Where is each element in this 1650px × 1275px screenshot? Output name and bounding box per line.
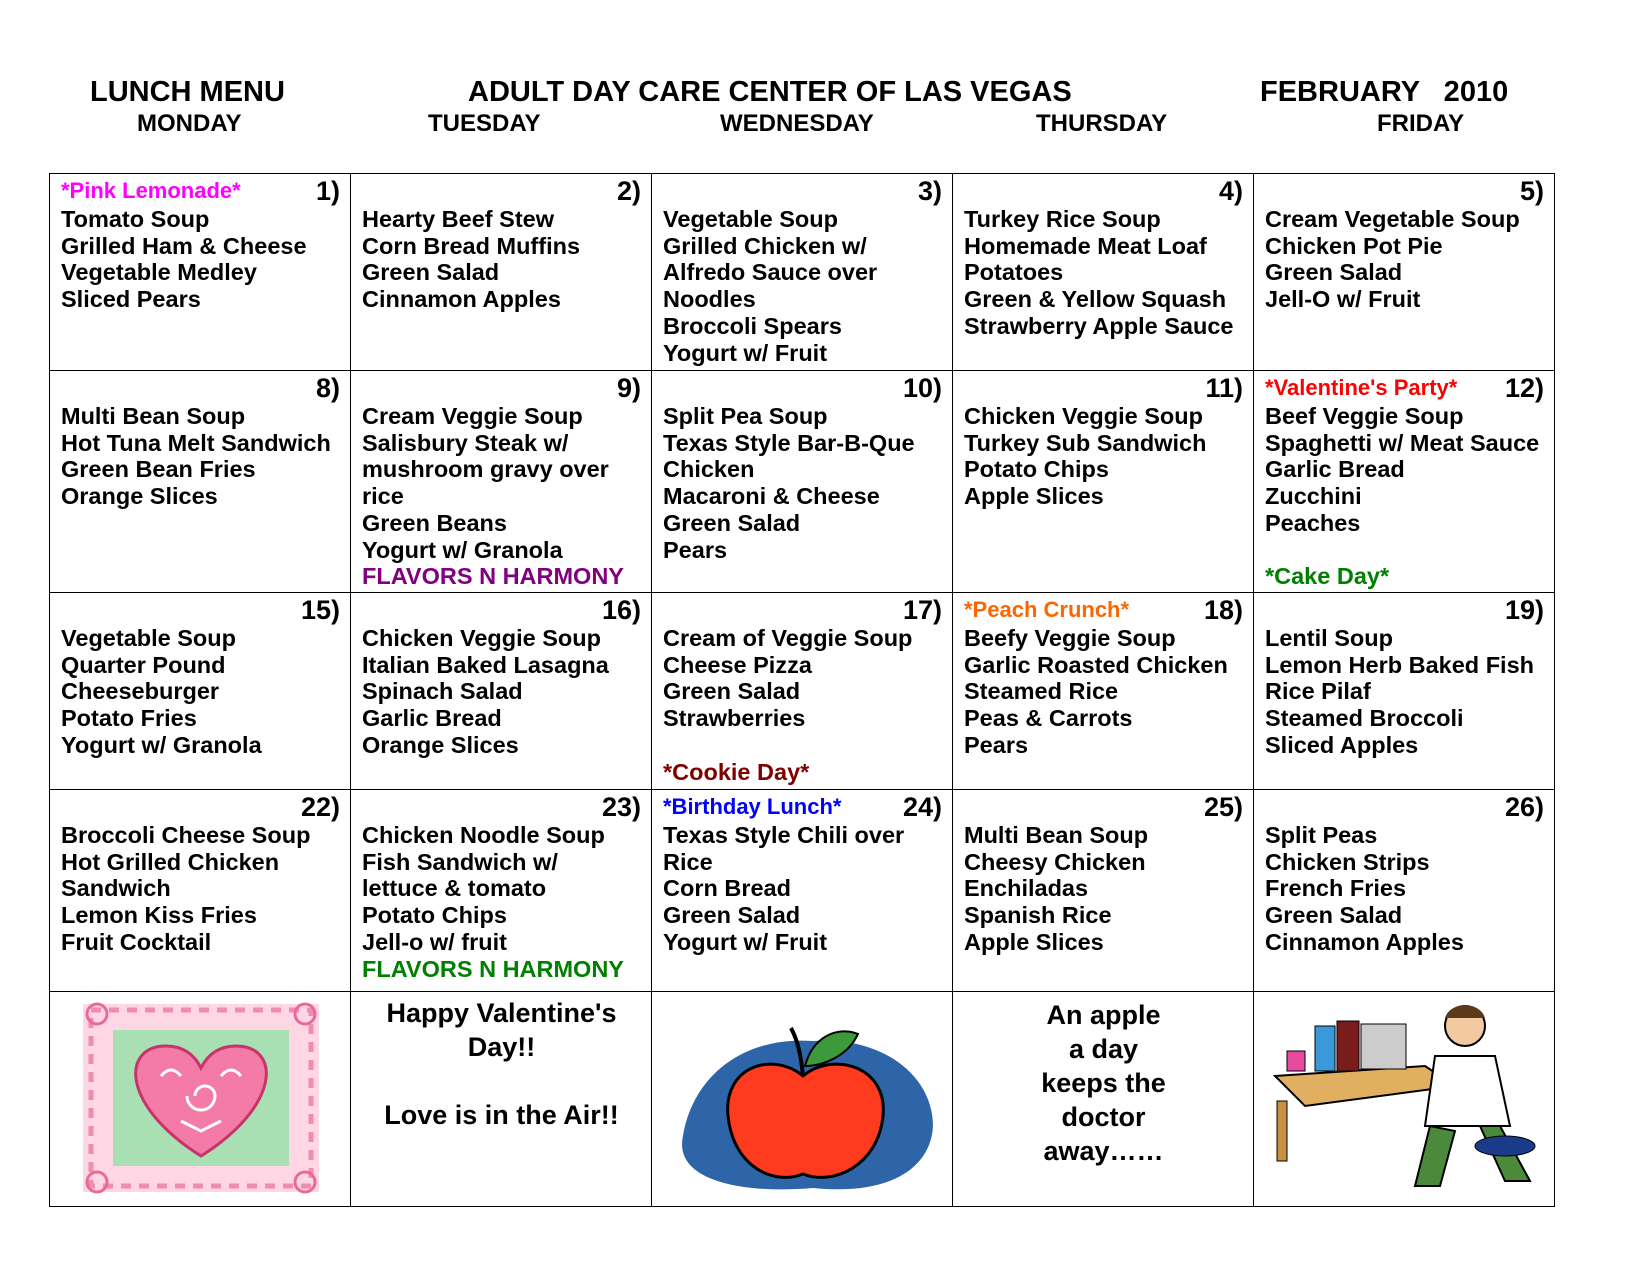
month-year: FEBRUARY 2010 <box>1260 76 1509 108</box>
cell-footer: *Cake Day* <box>1265 563 1390 590</box>
day-wednesday: WEDNESDAY <box>720 110 874 137</box>
valentine-message <box>351 992 652 1207</box>
date-number: 17) <box>902 595 942 625</box>
cell-footer: FLAVORS N HARMONY <box>362 563 624 590</box>
menu-item: Chicken Strips <box>1265 848 1430 875</box>
menu-item: Broccoli Cheese Soup <box>61 822 311 848</box>
menu-item: Green Bean Fries <box>61 456 256 483</box>
menu-item: Green & Yellow Squash <box>964 286 1227 313</box>
date-number: 3) <box>917 176 942 206</box>
menu-item: Chicken Pot Pie <box>1265 232 1443 259</box>
center-title: ADULT DAY CARE CENTER OF LAS VEGAS <box>468 76 1072 108</box>
day-cell <box>1254 174 1555 371</box>
day-cell <box>1254 593 1555 790</box>
menu-item: Grilled Ham & Cheese <box>61 232 307 259</box>
date-number: 1) <box>315 176 340 206</box>
apple-saying <box>953 992 1254 1207</box>
menu-item: Spaghetti w/ Meat Sauce <box>1265 429 1540 456</box>
special-note: *Pink Lemonade* <box>61 178 241 203</box>
menu-item: Vegetable Soup <box>663 206 838 232</box>
menu-item: Green Salad <box>663 678 801 705</box>
day-cell <box>50 371 351 593</box>
menu-item: Cream of Veggie Soup <box>663 625 913 651</box>
menu-item: Steamed Broccoli <box>1265 705 1464 732</box>
menu-item: Chicken Veggie Soup <box>964 403 1203 429</box>
menu-item: Yogurt w/ Granola <box>362 536 563 563</box>
apple-image <box>652 992 953 1207</box>
menu-item: Broccoli Spears <box>663 312 842 339</box>
menu-item: Jell-o w/ fruit <box>362 928 507 955</box>
date-number: 8) <box>315 373 340 403</box>
menu-item: Yogurt w/ Fruit <box>663 339 828 366</box>
menu-item: Cinnamon Apples <box>362 286 561 313</box>
menu-item: Rice <box>663 848 713 875</box>
menu-item: Macaroni & Cheese <box>663 483 880 510</box>
menu-item: Texas Style Chili over <box>663 822 905 848</box>
menu-item: Split Peas <box>1265 822 1378 848</box>
menu-item: Potato Chips <box>964 456 1109 483</box>
menu-item: Beef Veggie Soup <box>1265 403 1464 429</box>
menu-item: Hot Grilled Chicken <box>61 848 280 875</box>
menu-item: Peas & Carrots <box>964 705 1133 732</box>
menu-item: Homemade Meat Loaf <box>964 232 1207 259</box>
menu-item: rice <box>362 483 404 510</box>
menu-item: Yogurt w/ Fruit <box>663 928 828 955</box>
apple-line-4: doctor <box>1061 1102 1146 1132</box>
menu-item: Split Pea Soup <box>663 403 828 429</box>
menu-item: Quarter Pound <box>61 651 226 678</box>
menu-item: Tomato Soup <box>61 206 210 232</box>
menu-item <box>663 732 942 759</box>
menu-item: Italian Baked Lasagna <box>362 651 609 678</box>
menu-item: Green Salad <box>663 509 801 536</box>
menu-item: Strawberries <box>663 705 806 732</box>
date-number: 22) <box>300 792 340 822</box>
valentine-line-3: Love is in the Air!! <box>384 1100 619 1130</box>
menu-item: Cheeseburger <box>61 678 220 705</box>
date-number: 11) <box>1205 373 1243 403</box>
date-number: 26) <box>1504 792 1544 822</box>
day-cell <box>351 790 652 992</box>
date-number: 2) <box>616 176 641 206</box>
apple-line-3: keeps the <box>1041 1068 1166 1098</box>
apple-line-5: away…… <box>1043 1136 1164 1166</box>
menu-item: Hearty Beef Stew <box>362 206 554 232</box>
menu-item: Corn Bread <box>663 875 791 902</box>
special-note: *Birthday Lunch* <box>663 794 842 819</box>
menu-item: Green Salad <box>1265 902 1403 929</box>
menu-item: Cream Vegetable Soup <box>1265 206 1520 232</box>
week-row <box>50 790 1555 992</box>
date-number: 24) <box>902 792 942 822</box>
menu-item: Corn Bread Muffins <box>362 232 581 259</box>
menu-item: Multi Bean Soup <box>61 403 246 429</box>
menu-item: Sliced Pears <box>61 286 201 313</box>
apple-line-2: a day <box>1068 1034 1139 1064</box>
menu-item: Spanish Rice <box>964 902 1112 929</box>
menu-item: Fruit Cocktail <box>61 928 212 955</box>
cell-footer: FLAVORS N HARMONY <box>362 955 624 982</box>
menu-item: Lemon Kiss Fries <box>61 902 257 929</box>
heart-icon <box>61 996 341 1200</box>
day-cell <box>50 790 351 992</box>
date-number: 15) <box>300 595 340 625</box>
menu-item: French Fries <box>1265 875 1407 902</box>
day-monday: MONDAY <box>137 110 242 137</box>
week-row <box>50 593 1555 790</box>
menu-item: Sandwich <box>61 875 171 902</box>
day-cell <box>351 174 652 371</box>
day-cell <box>50 593 351 790</box>
special-note: *Valentine's Party* <box>1265 375 1458 400</box>
menu-item: Apple Slices <box>964 483 1104 510</box>
day-cell <box>351 593 652 790</box>
menu-item: Jell-O w/ Fruit <box>1265 286 1421 313</box>
menu-item: Apple Slices <box>964 928 1104 955</box>
valentine-line-1: Happy Valentine's <box>386 998 617 1028</box>
apple-icon <box>663 996 943 1200</box>
day-cell <box>652 174 953 371</box>
apple-line-1: An apple <box>1046 1000 1161 1030</box>
menu-item: Peaches <box>1265 509 1361 536</box>
menu-item: Pears <box>663 536 728 563</box>
menu-item: Lentil Soup <box>1265 625 1393 651</box>
menu-item: Spinach Salad <box>362 678 523 705</box>
day-friday: FRIDAY <box>1377 110 1465 137</box>
menu-item: Cheesy Chicken <box>964 848 1146 875</box>
menu-item: Turkey Rice Soup <box>964 206 1161 232</box>
menu-item: Beefy Veggie Soup <box>964 625 1176 651</box>
date-number: 9) <box>616 373 641 403</box>
cell-footer: *Cookie Day* <box>663 758 810 785</box>
date-number: 23) <box>601 792 641 822</box>
menu-title: LUNCH MENU <box>90 76 285 108</box>
day-cell <box>652 593 953 790</box>
day-cell <box>351 371 652 593</box>
menu-item: Cream Veggie Soup <box>362 403 583 429</box>
day-cell <box>652 371 953 593</box>
menu-item: Zucchini <box>1265 483 1362 510</box>
day-cell <box>50 174 351 371</box>
menu-item: Chicken Veggie Soup <box>362 625 601 651</box>
day-tuesday: TUESDAY <box>428 110 541 137</box>
menu-item: Steamed Rice <box>964 678 1119 705</box>
menu-item: Garlic Bread <box>1265 456 1405 483</box>
day-cell <box>1254 790 1555 992</box>
valentine-line-2: Day!! <box>467 1032 536 1062</box>
menu-item: Sliced Apples <box>1265 731 1419 758</box>
menu-item: Rice Pilaf <box>1265 678 1371 705</box>
menu-item: Green Salad <box>663 902 801 929</box>
menu-item: Chicken Noodle Soup <box>362 822 605 848</box>
doctor-image <box>1254 992 1555 1207</box>
menu-item: Grilled Chicken w/ <box>663 232 867 259</box>
day-cell <box>652 790 953 992</box>
menu-item: Orange Slices <box>362 731 519 758</box>
menu-item: Garlic Roasted Chicken <box>964 651 1228 678</box>
menu-item: Green Salad <box>362 259 500 286</box>
menu-item: Orange Slices <box>61 483 218 510</box>
menu-item: Pears <box>964 731 1029 758</box>
special-note: *Peach Crunch* <box>964 597 1130 622</box>
menu-item: Salisbury Steak w/ <box>362 429 569 456</box>
valentine-heart-image <box>50 992 351 1207</box>
date-number: 19) <box>1504 595 1544 625</box>
day-cell <box>953 174 1254 371</box>
week-row <box>50 371 1555 593</box>
menu-item: Multi Bean Soup <box>964 822 1149 848</box>
day-thursday: THURSDAY <box>1036 110 1168 137</box>
week-row <box>50 174 1555 371</box>
menu-item: Lemon Herb Baked Fish <box>1265 651 1534 678</box>
date-number: 4) <box>1218 176 1243 206</box>
menu-item: Enchiladas <box>964 875 1089 902</box>
menu-item: Cinnamon Apples <box>1265 928 1464 955</box>
menu-item <box>1265 537 1544 564</box>
menu-item: Turkey Sub Sandwich <box>964 429 1207 456</box>
menu-calendar <box>49 173 1555 1207</box>
day-cell <box>1254 371 1555 593</box>
menu-item: Yogurt w/ Granola <box>61 731 262 758</box>
menu-item: Vegetable Medley <box>61 259 257 286</box>
menu-item: Noodles <box>663 286 756 313</box>
menu-item: Hot Tuna Melt Sandwich <box>61 429 331 456</box>
menu-item: Fish Sandwich w/ <box>362 848 558 875</box>
doctor-icon <box>1265 996 1545 1200</box>
date-number: 12) <box>1504 373 1544 403</box>
menu-item: mushroom gravy over <box>362 456 609 483</box>
menu-item: Potatoes <box>964 259 1064 286</box>
menu-item: Garlic Bread <box>362 705 502 732</box>
day-cell <box>953 371 1254 593</box>
date-number: 25) <box>1203 792 1243 822</box>
menu-item: Texas Style Bar-B-Que <box>663 429 915 456</box>
menu-item: Vegetable Soup <box>61 625 236 651</box>
menu-item: Green Salad <box>1265 259 1403 286</box>
menu-item: Cheese Pizza <box>663 651 812 678</box>
day-cell <box>953 790 1254 992</box>
date-number: 16) <box>601 595 641 625</box>
menu-item: Potato Chips <box>362 902 507 929</box>
menu-item: Alfredo Sauce over <box>663 259 878 286</box>
date-number: 10) <box>902 373 942 403</box>
menu-item: Green Beans <box>362 509 507 536</box>
date-number: 5) <box>1519 176 1544 206</box>
menu-item: Strawberry Apple Sauce <box>964 312 1234 339</box>
menu-item: lettuce & tomato <box>362 875 547 902</box>
menu-item: Chicken <box>663 456 755 483</box>
menu-item: Potato Fries <box>61 705 197 732</box>
date-number: 18) <box>1203 595 1243 625</box>
day-cell <box>953 593 1254 790</box>
